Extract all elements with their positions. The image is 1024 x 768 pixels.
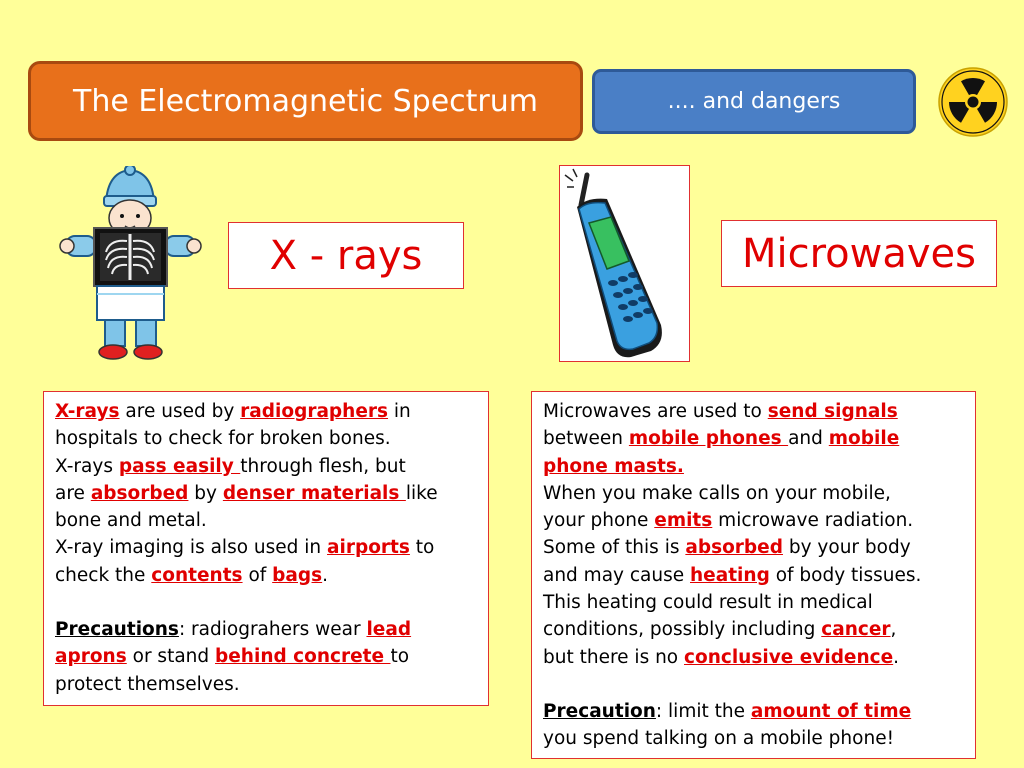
text-line <box>543 562 965 589</box>
text-run: Some of this is <box>543 537 686 559</box>
text-line <box>543 534 965 561</box>
text-line <box>543 616 965 643</box>
text-run: microwave radiation. <box>712 510 914 532</box>
keyword: absorbed <box>90 482 189 504</box>
xrays-description <box>43 391 489 706</box>
microwaves-description <box>531 391 976 759</box>
keyword: mobile <box>828 428 900 450</box>
text-line <box>543 725 965 752</box>
text-line <box>55 671 478 698</box>
keyword: radiographers <box>240 401 389 422</box>
text-run: of <box>242 564 273 586</box>
text-run: and may cause <box>543 564 691 586</box>
spacer <box>543 671 965 698</box>
text-run: to <box>390 646 410 668</box>
microwaves-heading-box <box>721 220 997 287</box>
text-run: : limit the <box>655 700 751 722</box>
keyword: phone masts. <box>543 455 684 477</box>
precaution-label: Precaution <box>543 700 656 722</box>
text-run: your phone <box>543 510 655 532</box>
text-run: are <box>55 482 91 504</box>
text-run: This heating could result in medical <box>543 592 873 614</box>
text-line <box>55 616 478 643</box>
keyword: airports <box>327 537 410 559</box>
keyword: aprons <box>55 646 127 668</box>
keyword: cancer <box>821 619 891 641</box>
text-run: or stand <box>126 646 216 668</box>
xrays-heading-box <box>228 222 464 289</box>
text-run: you spend talking on a mobile phone! <box>543 728 894 750</box>
page-subtitle: .... and dangers <box>667 89 841 114</box>
text-run: to <box>409 537 435 559</box>
keyword: amount of time <box>750 700 912 722</box>
keyword: conclusive evidence <box>684 646 894 668</box>
text-run: like <box>405 482 438 504</box>
mobile-phone-illustration <box>559 165 690 362</box>
keyword: absorbed <box>685 537 783 559</box>
text-line <box>55 534 478 561</box>
text-run: . <box>322 564 329 586</box>
text-line <box>55 562 478 589</box>
keyword: heating <box>690 564 770 586</box>
text-run: by your body <box>782 537 911 559</box>
text-run: : radiograhers wear <box>178 619 367 641</box>
keyword: lead <box>366 619 412 641</box>
text-run: are used by <box>119 401 241 422</box>
text-run: through flesh, but <box>240 455 406 477</box>
text-line <box>543 480 965 507</box>
text-run: of body tissues. <box>769 564 922 586</box>
text-line <box>55 643 478 670</box>
text-run: protect themselves. <box>55 673 240 695</box>
keyword: bags <box>272 564 323 586</box>
text-line <box>543 425 965 452</box>
text-run: by <box>188 482 223 504</box>
text-line <box>543 589 965 616</box>
keyword: send signals <box>767 401 898 422</box>
text-run: bone and metal. <box>55 510 207 532</box>
text-run: . <box>893 646 900 668</box>
text-line <box>55 398 478 425</box>
text-run: in <box>388 401 411 422</box>
text-run: , <box>890 619 897 641</box>
microwaves-heading: Microwaves <box>741 230 976 277</box>
text-run: check the <box>55 564 152 586</box>
subtitle-banner <box>592 69 916 134</box>
text-line <box>543 453 965 480</box>
keyword: behind concrete <box>215 646 391 668</box>
keyword: denser materials <box>222 482 406 504</box>
text-run: and <box>788 428 829 450</box>
keyword: pass easily <box>118 455 241 477</box>
text-run: X-ray imaging is also used in <box>55 537 328 559</box>
text-run: between <box>543 428 629 450</box>
text-line <box>543 698 965 725</box>
xrays-heading: X - rays <box>269 232 423 279</box>
keyword: emits <box>654 510 713 532</box>
text-line <box>55 480 478 507</box>
text-run: X-rays <box>55 455 119 477</box>
text-run: Microwaves are used to <box>543 401 768 422</box>
keyword: X-rays <box>55 401 120 422</box>
keyword: contents <box>151 564 243 586</box>
text-run: hospitals to check for broken bones. <box>55 428 391 450</box>
spacer <box>55 589 478 616</box>
text-line <box>543 507 965 534</box>
text-run: conditions, possibly including <box>543 619 822 641</box>
text-run: but there is no <box>543 646 685 668</box>
text-line <box>55 425 478 452</box>
child-xray-illustration <box>58 166 203 366</box>
text-line <box>543 644 965 671</box>
radiation-warning-icon <box>937 66 1009 138</box>
text-line <box>55 453 478 480</box>
text-run: When you make calls on your mobile, <box>543 482 891 504</box>
precaution-label: Precautions <box>55 619 179 641</box>
keyword: mobile phones <box>628 428 789 450</box>
text-line <box>55 507 478 534</box>
page-title: The Electromagnetic Spectrum <box>73 83 538 119</box>
text-line <box>543 398 965 425</box>
title-banner <box>28 61 583 141</box>
